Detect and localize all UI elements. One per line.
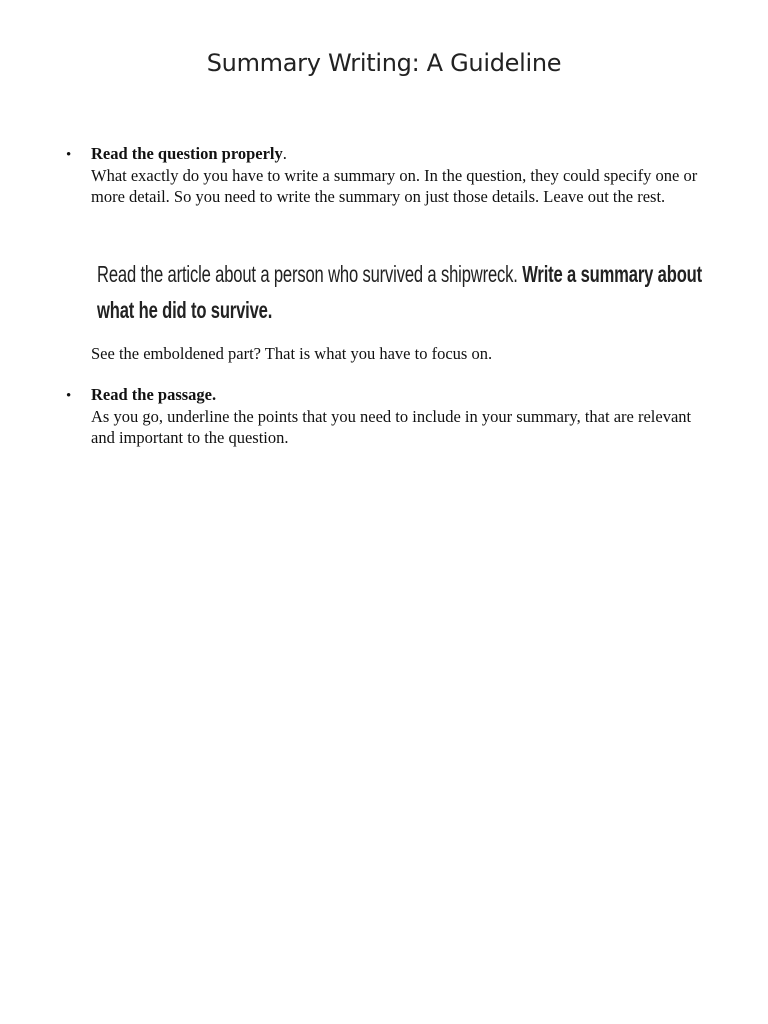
step-heading: Read the passage. [91,385,217,404]
step-body: As you go, underline the points that you need to include in your summary, that are relevant and important to the question. [91,406,692,447]
step-heading: Read the question properly [91,144,283,163]
example-question-image [97,256,722,326]
guideline-step-read-passage [91,384,701,449]
step-body: What exactly do you have to write a summary on. In the question, they could specify one or more detail. So you need to write the summary on just those details. Leave out the rest. [91,165,698,206]
guideline-step-read-question [91,143,701,208]
example-question-plain: Read the article about a person who survived a shipwreck. [97,261,523,287]
bullet-point: • [66,388,72,404]
emboldened-note: See the emboldened part? That is what you have to focus on. [91,344,493,363]
page-title: Summary Writing: A Guideline [206,49,562,77]
example-question-emboldened: Write a summary about what he did to survive. [97,261,703,323]
heading-punctuation: . [282,144,287,163]
bullet-point: • [66,147,72,163]
